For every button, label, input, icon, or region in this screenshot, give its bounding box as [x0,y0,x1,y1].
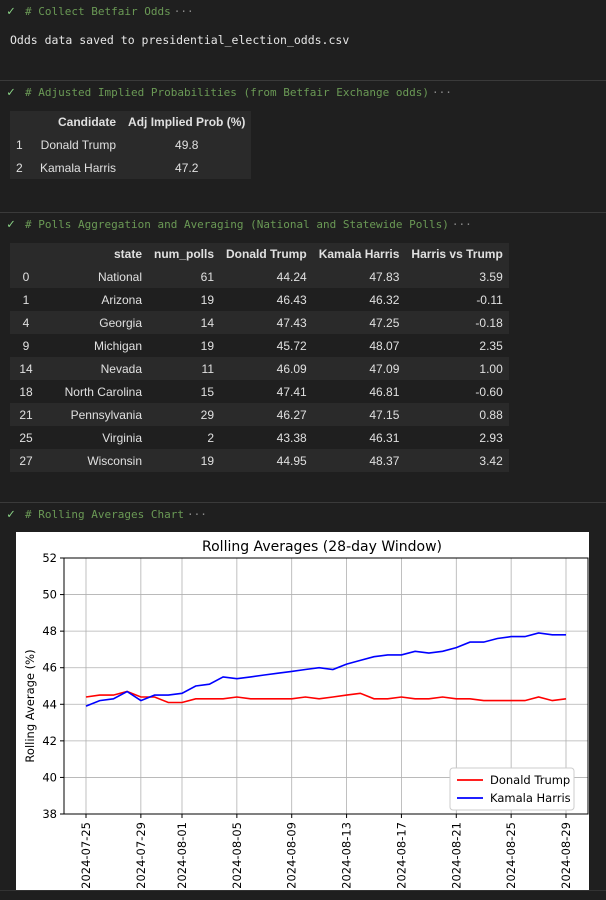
table-cell: Pennsylvania [42,403,148,426]
table-cell: 47.83 [313,265,406,288]
row-index: 27 [10,449,42,472]
row-index: 25 [10,426,42,449]
table-cell: 3.59 [405,265,508,288]
table-row [10,311,509,334]
table-row [10,133,251,156]
table-cell: 2.93 [405,426,508,449]
x-tick-label: 2024-08-17 [394,822,409,889]
table-header: Candidate [34,111,122,133]
table-cell: 2.35 [405,334,508,357]
y-tick-label: 40 [42,770,57,785]
table-cell: 45.72 [220,334,313,357]
table-cell: 46.81 [313,380,406,403]
x-tick-label: 2024-08-05 [229,822,244,889]
y-tick-label: 46 [42,660,57,675]
y-tick-label: 44 [42,697,57,712]
table-cell: 48.07 [313,334,406,357]
table-cell: 49.8 [122,133,251,156]
table-cell: 14 [148,311,220,334]
table-cell: 0.88 [405,403,508,426]
table-cell: 61 [148,265,220,288]
more-icon[interactable]: ··· [451,217,472,231]
row-index: 21 [10,403,42,426]
table-cell: 47.2 [122,156,251,179]
table-cell: Virginia [42,426,148,449]
row-index: 2 [10,156,34,179]
table-cell: 46.31 [313,426,406,449]
row-index: 14 [10,357,42,380]
cell-title: # Adjusted Implied Probabilities (from Betfair Exchange odds) [25,85,429,99]
row-index: 1 [10,288,42,311]
table-cell: -0.18 [405,311,508,334]
series-lines [86,633,566,706]
table-cell: 46.32 [313,288,406,311]
cell-header-polls[interactable] [0,212,606,235]
check-icon: ✓ [7,3,15,19]
table-cell: 47.41 [220,380,313,403]
legend-label: Kamala Harris [490,791,571,805]
y-tick-label: 48 [42,624,57,639]
cell-header-rolling-chart[interactable] [0,502,606,525]
table-cell: 43.38 [220,426,313,449]
table-cell: 29 [148,403,220,426]
table-row [10,426,509,449]
check-icon: ✓ [7,216,15,232]
y-tick-label: 38 [42,807,57,821]
table-row [10,449,509,472]
legend-label: Donald Trump [490,773,571,787]
table-row [10,403,509,426]
x-tick-label: 2024-08-29 [559,822,573,889]
table-cell: 46.09 [220,357,313,380]
table-row [10,334,509,357]
x-tick-label: 2024-07-29 [133,822,148,889]
rolling-averages-chart [16,532,589,890]
series-line-donald-trump [86,692,566,703]
table-header: Adj Implied Prob (%) [122,111,251,133]
table-row [10,265,509,288]
implied-prob-table [10,111,251,179]
x-tick-label: 2024-08-09 [284,822,299,889]
check-icon: ✓ [7,506,15,522]
table-row [10,380,509,403]
table-cell: Nevada [42,357,148,380]
row-index: 0 [10,265,42,288]
chart-svg [16,532,589,890]
row-index: 1 [10,133,34,156]
table-header-row [10,111,251,133]
table-row [10,288,509,311]
cell-header-collect-odds[interactable] [0,0,606,22]
table-cell: 46.27 [220,403,313,426]
row-index: 9 [10,334,42,357]
y-tick-label: 52 [42,551,57,565]
table-cell: 46.43 [220,288,313,311]
chart-title: Rolling Averages (28-day Window) [202,539,442,555]
x-tick-label: 2024-08-21 [449,822,464,889]
table-header: state [42,243,148,265]
table-header: Harris vs Trump [405,243,508,265]
cell-header-implied-prob[interactable] [0,80,606,103]
table-cell: 48.37 [313,449,406,472]
table-cell: 47.09 [313,357,406,380]
table-cell: -0.11 [405,288,508,311]
table-cell: 44.95 [220,449,313,472]
table-header: num_polls [148,243,220,265]
table-cell: Wisconsin [42,449,148,472]
y-tick-label: 50 [42,587,57,602]
table-header [10,243,42,265]
table-cell: 44.24 [220,265,313,288]
y-axis-label: Rolling Average (%) [23,649,37,763]
table-cell: 3.42 [405,449,508,472]
table-header: Donald Trump [220,243,313,265]
more-icon[interactable]: ··· [186,507,207,521]
table-cell: 47.15 [313,403,406,426]
table-cell: 19 [148,334,220,357]
table-cell: -0.60 [405,380,508,403]
table-cell: 11 [148,357,220,380]
cell-title: # Rolling Averages Chart [25,507,184,521]
table-cell: National [42,265,148,288]
table-cell: 47.43 [220,311,313,334]
table-cell: 47.25 [313,311,406,334]
table-cell: Arizona [42,288,148,311]
table-cell: Kamala Harris [34,156,122,179]
check-icon: ✓ [7,84,15,100]
table-header [10,111,34,133]
row-index: 18 [10,380,42,403]
more-icon[interactable]: ··· [431,85,452,99]
table-cell: 2 [148,426,220,449]
table-cell: 19 [148,449,220,472]
table-cell: 19 [148,288,220,311]
table-cell: Georgia [42,311,148,334]
table-header-row [10,243,509,265]
y-ticks [42,551,64,821]
legend [450,768,574,810]
y-tick-label: 42 [42,733,57,748]
table-header: Kamala Harris [313,243,406,265]
table-cell: Donald Trump [34,133,122,156]
x-ticks [79,814,573,889]
output-text: Odds data saved to presidential_election_odds.csv [10,33,350,47]
table-cell: North Carolina [42,380,148,403]
x-tick-label: 2024-07-25 [79,822,93,889]
x-tick-label: 2024-08-01 [175,822,189,889]
table-row [10,156,251,179]
cell-title: # Collect Betfair Odds [25,4,171,18]
more-icon[interactable]: ··· [173,4,194,18]
polls-table [10,243,509,472]
x-tick-label: 2024-08-25 [504,822,519,889]
cell-title: # Polls Aggregation and Averaging (National and Statewide Polls) [25,217,449,231]
table-cell: Michigan [42,334,148,357]
table-cell: 1.00 [405,357,508,380]
x-tick-label: 2024-08-13 [339,822,354,889]
row-index: 4 [10,311,42,334]
series-line-kamala-harris [86,633,566,706]
table-cell: 15 [148,380,220,403]
table-row [10,357,509,380]
